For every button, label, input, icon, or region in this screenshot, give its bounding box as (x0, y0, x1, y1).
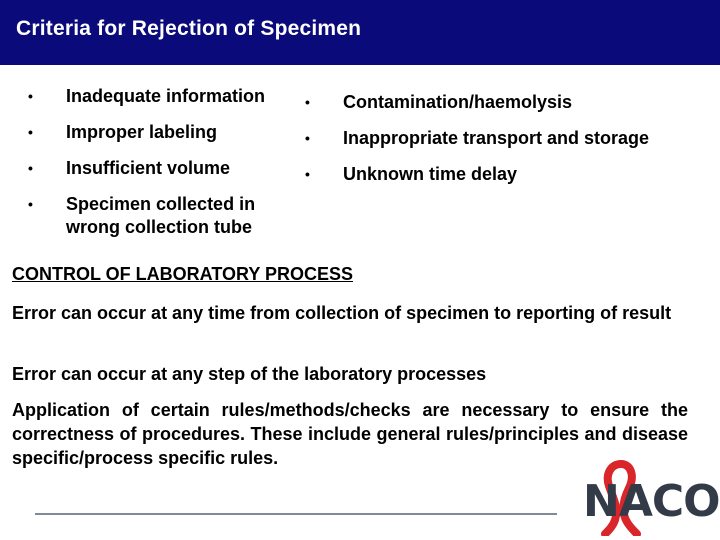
list-item-text: Inadequate information (66, 86, 266, 106)
list-item (28, 85, 308, 108)
list-item (305, 127, 715, 150)
bullet-icon: • (28, 88, 33, 104)
bullet-icon: • (28, 160, 33, 176)
bullet-icon: • (305, 166, 310, 182)
bullet-icon: • (28, 196, 33, 212)
bullet-icon: • (28, 124, 33, 140)
paragraph: Error can occur at any time from collection of specimen to reporting of result (12, 303, 672, 323)
paragraph: Application of certain rules/methods/checks are necessary to ensure the correctness of procedures. These include general rules/principles and disease specific/process specific rules. (12, 400, 688, 468)
list-item-text: Insufficient volume (66, 158, 231, 178)
slide-title: Criteria for Rejection of Specimen (16, 17, 362, 40)
bullet-icon: • (305, 130, 310, 146)
bullet-list-left (28, 85, 308, 252)
list-item-text: Contamination/haemolysis (343, 92, 573, 112)
list-item-text: Inappropriate transport and storage (343, 128, 650, 148)
list-item (28, 121, 308, 144)
logo-text: NACO (583, 476, 720, 527)
section-heading: CONTROL OF LABORATORY PROCESS (12, 264, 354, 284)
list-item (28, 193, 308, 239)
list-item-text: Improper labeling (66, 122, 218, 142)
bullet-list-right (305, 91, 715, 199)
footer-divider (35, 513, 557, 515)
list-item (305, 91, 715, 114)
paragraph: Error can occur at any step of the laboratory processes (12, 364, 487, 384)
list-item (305, 163, 715, 186)
bullet-icon: • (305, 94, 310, 110)
list-item-text: Specimen collected in wrong collection tube (66, 194, 256, 237)
title-bar (0, 0, 720, 65)
list-item-text: Unknown time delay (343, 164, 518, 184)
list-item (28, 157, 308, 180)
naco-logo (575, 456, 720, 536)
